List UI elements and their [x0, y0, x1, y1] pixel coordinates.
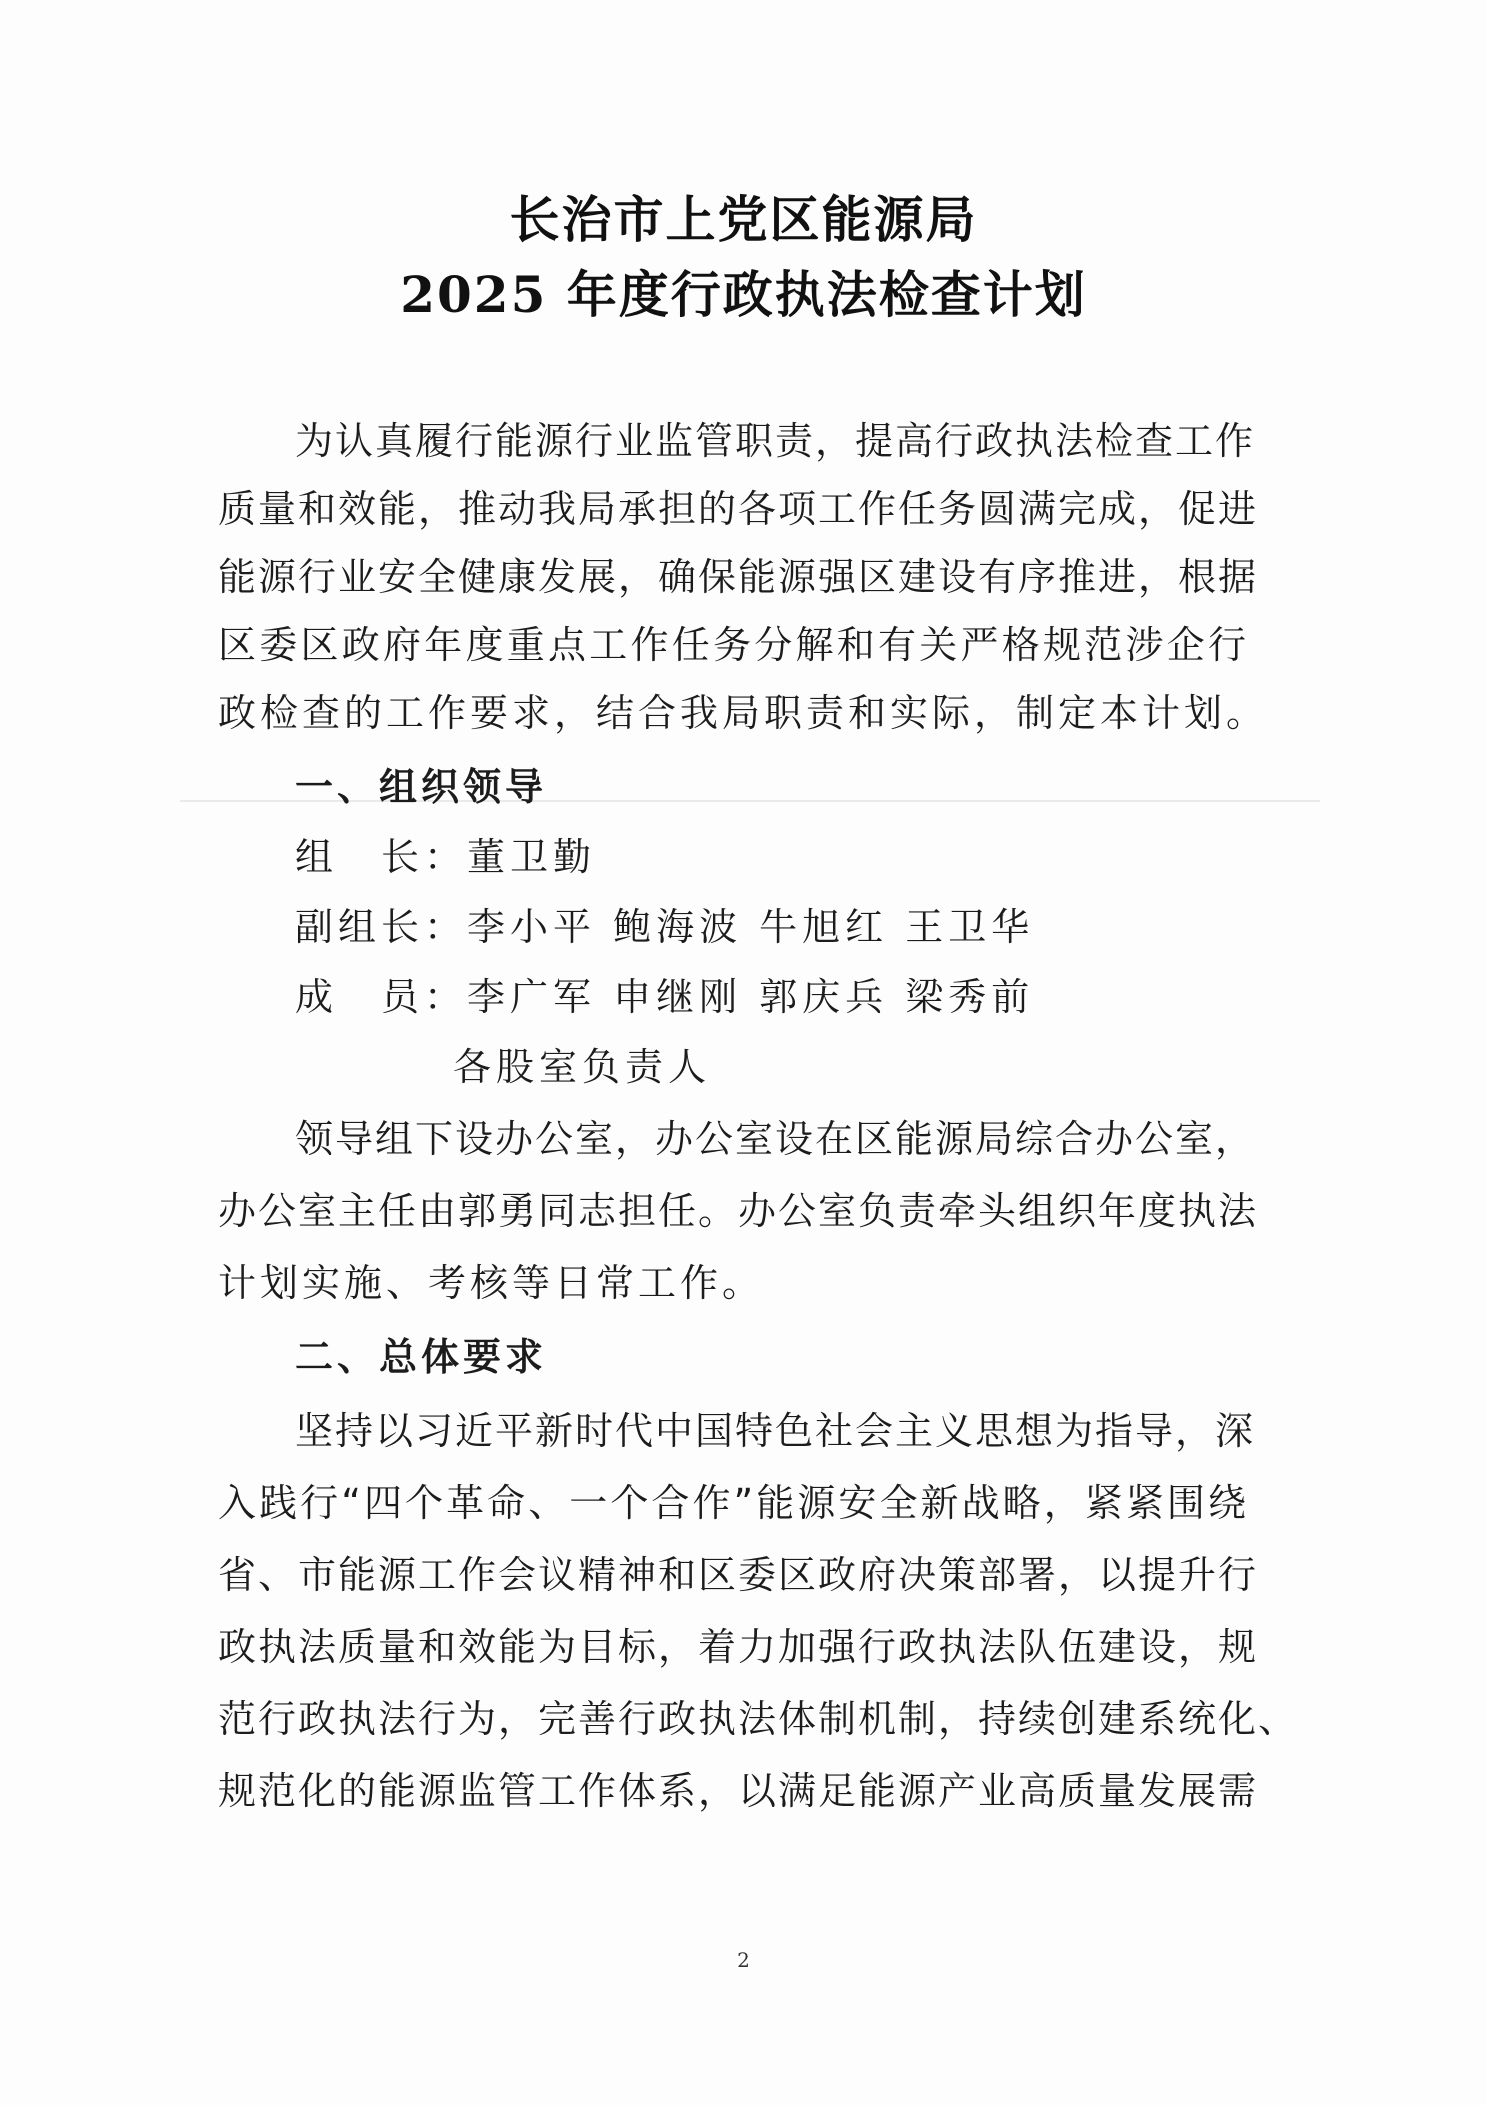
section2-line: 坚持以习近平新时代中国特色社会主义思想为指导，深 — [295, 1409, 1256, 1453]
intro-line: 为认真履行能源行业监管职责，提高行政执法检查工作 — [295, 419, 1256, 463]
group-leader: 组 长：董卫勤 — [295, 835, 597, 879]
section2-line: 范行政执法行为，完善行政执法体制机制，持续创建系统化、 — [218, 1697, 1299, 1741]
section2-line: 规范化的能源监管工作体系，以满足能源产业高质量发展需 — [218, 1769, 1259, 1813]
office-line: 领导组下设办公室，办公室设在区能源局综合办公室， — [295, 1117, 1256, 1161]
document-title-line2: 2025 年度行政执法检查计划 — [400, 265, 1087, 324]
group-members-continued: 各股室负责人 — [453, 1045, 712, 1089]
deputy-leaders: 副组长：李小平 鲍海波 牛旭红 王卫华 — [295, 905, 1035, 949]
intro-line: 区委区政府年度重点工作任务分解和有关严格规范涉企行 — [218, 623, 1248, 667]
document-title-line1: 长治市上党区能源局 — [509, 190, 978, 249]
intro-line: 质量和效能，推动我局承担的各项工作任务圆满完成，促进 — [218, 487, 1259, 531]
section2-heading: 二、总体要求 — [295, 1335, 548, 1379]
page-number: 2 — [737, 1948, 750, 1972]
section1-heading: 一、组织领导 — [295, 765, 548, 809]
group-members: 成 员：李广军 申继刚 郭庆兵 梁秀前 — [295, 975, 1035, 1019]
section2-line: 入践行“四个革命、一个合作”能源安全新战略，紧紧围绕 — [218, 1481, 1248, 1525]
office-line: 计划实施、考核等日常工作。 — [218, 1261, 765, 1305]
intro-line: 能源行业安全健康发展，确保能源强区建设有序推进，根据 — [218, 555, 1259, 599]
intro-line: 政检查的工作要求，结合我局职责和实际，制定本计划。 — [218, 691, 1269, 735]
office-line: 办公室主任由郭勇同志担任。办公室负责牵头组织年度执法 — [218, 1189, 1259, 1233]
section2-line: 政执法质量和效能为目标，着力加强行政执法队伍建设，规 — [218, 1625, 1259, 1669]
section2-line: 省、市能源工作会议精神和区委区政府决策部署，以提升行 — [218, 1553, 1259, 1597]
